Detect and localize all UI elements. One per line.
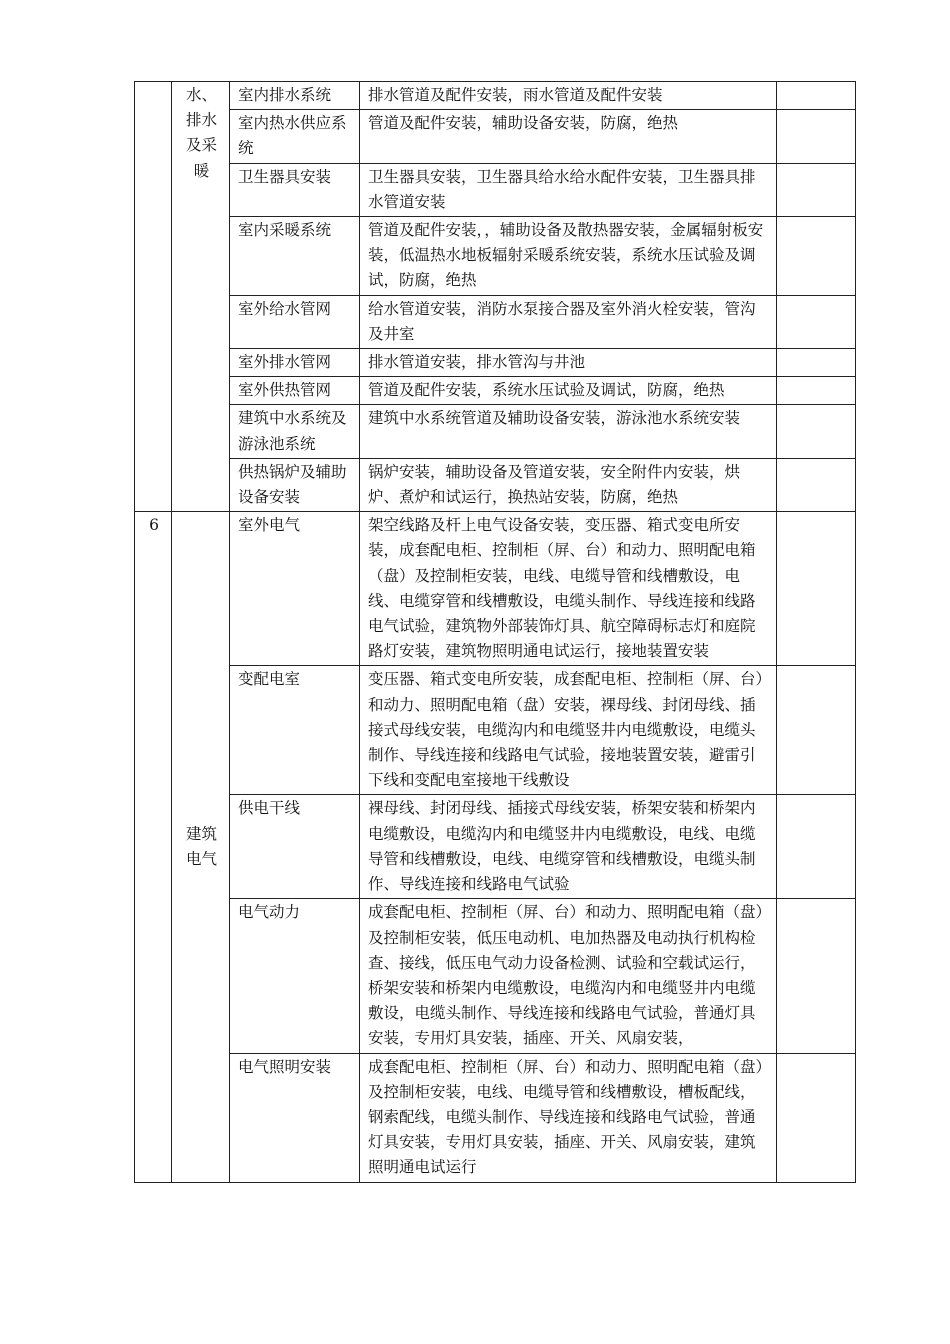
division-name: 建筑电气 [172,512,230,1182]
subdivision-name: 变配电室 [230,666,360,795]
remark-cell [777,295,856,348]
remark-cell [777,795,856,899]
subdivision-name: 室内采暖系统 [230,217,360,296]
subitem-list: 锅炉安装，辅助设备及管道安装，安全附件内安装，烘炉、煮炉和试运行，换热站安装，防腐，绝热 [360,458,777,511]
remark-cell [777,512,856,666]
subdivision-name: 建筑中水系统及游泳池系统 [230,405,360,458]
table-row [135,1053,856,1182]
item-number [135,82,172,512]
table-row [135,377,856,405]
subitem-list: 成套配电柜、控制柜（屏、台）和动力、照明配电箱（盘）及控制柜安装，电线、电缆导管和线槽敷设，槽板配线，钢索配线，电缆头制作、导线连接和线路电气试验，普通灯具安装，专用灯具安装，插座、开关、风扇安装，建筑照明通电试运行 [360,1053,777,1182]
remark-cell [777,1053,856,1182]
subitem-list: 架空线路及杆上电气设备安装，变压器、箱式变电所安装，成套配电柜、控制柜（屏、台）和动力、照明配电箱（盘）及控制柜安装，电线、电缆导管和线槽敷设，电线、电缆穿管和线槽敷设，电缆头制作、导线连接和线路电气试验，建筑物外部装饰灯具、航空障碍标志灯和庭院路灯安装，建筑物照明通电试运行，接地装置安装 [360,512,777,666]
subitem-list: 管道及配件安装，，辅助设备及散热器安装，金属辐射板安装，低温热水地板辐射采暖系统安装，系统水压试验及调试，防腐，绝热 [360,217,777,296]
remark-cell [777,405,856,458]
table-row [135,163,856,216]
table-row [135,666,856,795]
subitem-list: 变压器、箱式变电所安装，成套配电柜、控制柜（屏、台）和动力、照明配电箱（盘）安装，裸母线、封闭母线、插接式母线安装，电缆沟内和电缆竖井内电缆敷设，电缆头制作、导线连接和线路电气试验，接地装置安装，避雷引下线和变配电室接地干线敷设 [360,666,777,795]
subitem-list: 卫生器具安装，卫生器具给水给水配件安装，卫生器具排水管道安装 [360,163,777,216]
subdivision-name: 卫生器具安装 [230,163,360,216]
subdivision-name: 电气照明安装 [230,1053,360,1182]
remark-cell [777,377,856,405]
subdivision-name: 室外电气 [230,512,360,666]
table-row [135,349,856,377]
subitem-list: 管道及配件安装，辅助设备安装，防腐，绝热 [360,110,777,163]
remark-cell [777,349,856,377]
subitem-list: 成套配电柜、控制柜（屏、台）和动力、照明配电箱（盘）及控制柜安装，低压电动机、电加热器及电动执行机构检查、接线，低压电气动力设备检测、试验和空载试运行，桥架安装和桥架内电缆敷设，电缆沟内和电缆竖井内电缆敷设，电缆头制作、导线连接和线路电气试验，普通灯具安装，专用灯具安装，插座、开关、风扇安装， [360,899,777,1053]
subitem-list: 管道及配件安装，系统水压试验及调试，防腐，绝热 [360,377,777,405]
table-row [135,405,856,458]
subdivision-name: 供热锅炉及辅助设备安装 [230,458,360,511]
remark-cell [777,666,856,795]
table-row [135,795,856,899]
remark-cell [777,217,856,296]
subdivision-name: 电气动力 [230,899,360,1053]
division-name: 水、排水及采暖 [172,82,230,512]
subdivision-name: 室外供热管网 [230,377,360,405]
subdivision-name: 供电干线 [230,795,360,899]
remark-cell [777,110,856,163]
subdivision-table [134,81,856,1183]
subdivision-name: 室外排水管网 [230,349,360,377]
table-row [135,899,856,1053]
table-row [135,217,856,296]
table-row [135,458,856,511]
remark-cell [777,82,856,110]
item-number: 6 [135,512,172,1182]
table-row [135,295,856,348]
remark-cell [777,163,856,216]
remark-cell [777,899,856,1053]
subitem-list: 裸母线、封闭母线、插接式母线安装，桥架安装和桥架内电缆敷设，电缆沟内和电缆竖井内电缆敷设，电线、电缆导管和线槽敷设，电线、电缆穿管和线槽敷设，电缆头制作、导线连接和线路电气试验 [360,795,777,899]
table-row [135,110,856,163]
subdivision-name: 室外给水管网 [230,295,360,348]
subdivision-name: 室内排水系统 [230,82,360,110]
subitem-list: 建筑中水系统管道及辅助设备安装，游泳池水系统安装 [360,405,777,458]
subitem-list: 排水管道及配件安装，雨水管道及配件安装 [360,82,777,110]
subitem-list: 排水管道安装，排水管沟与井池 [360,349,777,377]
remark-cell [777,458,856,511]
table-row [135,512,856,666]
table-row [135,82,856,110]
subdivision-name: 室内热水供应系统 [230,110,360,163]
subitem-list: 给水管道安装，消防水泵接合器及室外消火栓安装，管沟及井室 [360,295,777,348]
